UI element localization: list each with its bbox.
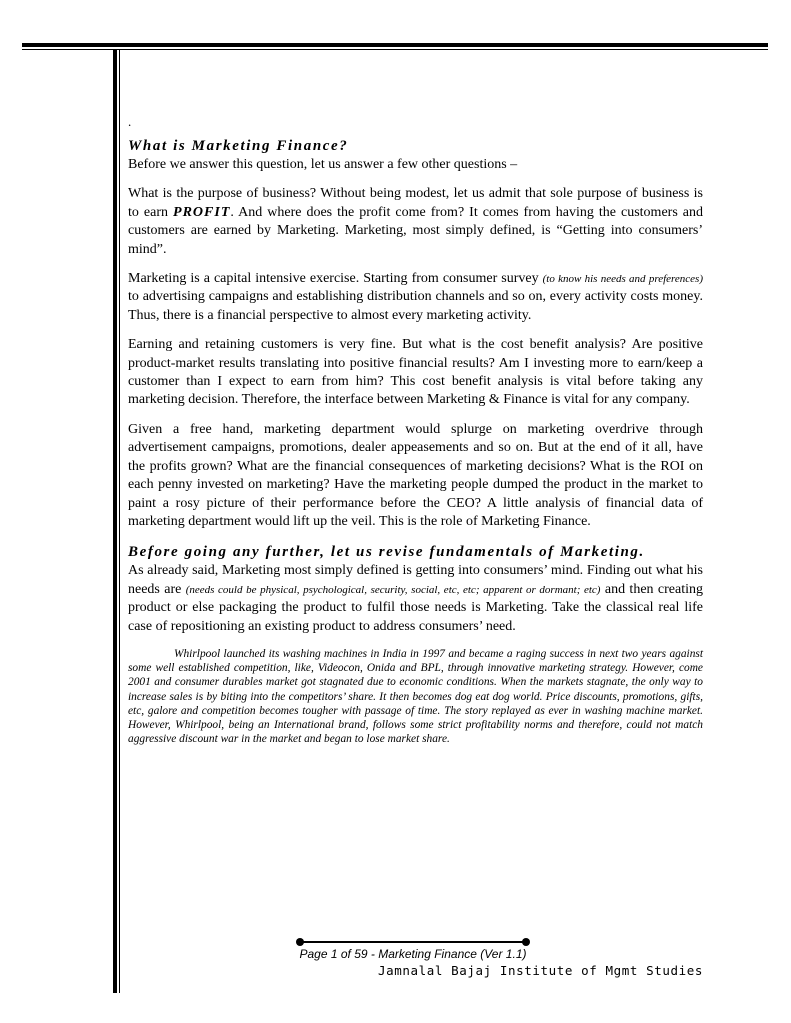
paragraph-text: What is the purpose of business? Without being modest, let us admit that sole purpose of business is to earn: [128, 186, 703, 220]
footer-rule: [300, 941, 526, 943]
inline-note: (needs could be physical, psychological, security, social, etc, etc; apparent or dormant; etc): [185, 583, 601, 596]
footer-institute-name: Jamnalal Bajaj Institute of Mgmt Studies: [377, 963, 703, 978]
document-body: [128, 114, 703, 757]
paragraph-text: Marketing is a capital intensive exercise. Starting from consumer survey: [128, 271, 543, 287]
paragraph-text: and then creating product or else packaging the product to fulfil those needs is Marketing. Take the classical real life case of repositioning an existing product to address consumers’ need.: [128, 581, 703, 634]
profit-emphasis: PROFIT: [173, 204, 231, 220]
top-border-thin: [22, 49, 768, 50]
section-heading-fundamentals: Before going any further, let us revise fundamentals of Marketing.: [128, 544, 645, 561]
paragraph-text: . And where does the profit come from? It comes from having the customers and customers are earned by Marketing. Marketing, most simply defined, is “Getting into consumers’ mind”.: [128, 204, 704, 257]
leading-dot: .: [128, 114, 132, 129]
footer-rule-end-left: [296, 938, 304, 946]
footer-page-label: Page 1 of 59 - Marketing Finance (Ver 1.1): [299, 947, 527, 961]
left-border-thin: [119, 50, 120, 993]
paragraph-intro: Before we answer this question, let us answer a few other questions –: [128, 157, 518, 172]
footer-rule-end-right: [522, 938, 530, 946]
left-border-thick: [113, 50, 117, 993]
paragraph-marketing-definition: [128, 562, 703, 636]
paragraph-text: As already said, Marketing most simply defined is getting into consumers’ mind. Finding out what his needs are: [128, 563, 703, 597]
paragraph-text: to advertising campaigns and establishing distribution channels and so on, every activity costs money. Thus, there is a financial perspective to almost every marketing activity.: [128, 289, 703, 323]
paragraph-purpose-of-business: [128, 185, 703, 259]
paragraph-free-hand: Given a free hand, marketing department would splurge on marketing overdrive through advertisement campaigns, promotions, dealer appeasements and so on. But at the end of it all, have the profits grown? What are the financial consequences of marketing decisions? What is the ROI on each penny invested on marketing? Have the marketing people dumped the product in the market to paint a rosy picture of their performance before the CEO? A little analysis of financial data of marketing department would lift up the veil. This is the role of Marketing Finance.: [128, 421, 703, 529]
paragraph-capital-intensive: [128, 270, 703, 325]
top-border-thick: [22, 43, 768, 47]
paragraph-cost-benefit: Earning and retaining customers is very fine. But what is the cost benefit analysis? Are positive product-market results translating into positive financial results? Am I investing more to earn/keep a customer than I expect to earn from him? This cost benefit analysis is vital before taking any marketing decision. Therefore, the interface between Marketing & Finance is vital for any company.: [128, 337, 703, 408]
inline-note: (to know his needs and preferences): [542, 273, 703, 286]
section-heading-marketing-finance: What is Marketing Finance?: [128, 138, 349, 154]
case-study-whirlpool: Whirlpool launched its washing machines in India in 1997 and became a raging success in next two years against some well established competition, like, Videocon, Onida and BPL, through innovative marketing strategy. However, come 2001 and consumer durables market got stagnated due to economic conditions. When the markets stagnate, the only way to increase sales is by biting into the competitors’ share. It then becomes dog eat dog world. Price discounts, promotions, gifts, etc, galore and competition becomes tougher with passage of time. The story replayed as ever in washing machine market. However, Whirlpool, being an International brand, follows some strict profitability norms and therefore, could not match aggressive discount war in the market and began to lose market share.: [128, 647, 703, 746]
